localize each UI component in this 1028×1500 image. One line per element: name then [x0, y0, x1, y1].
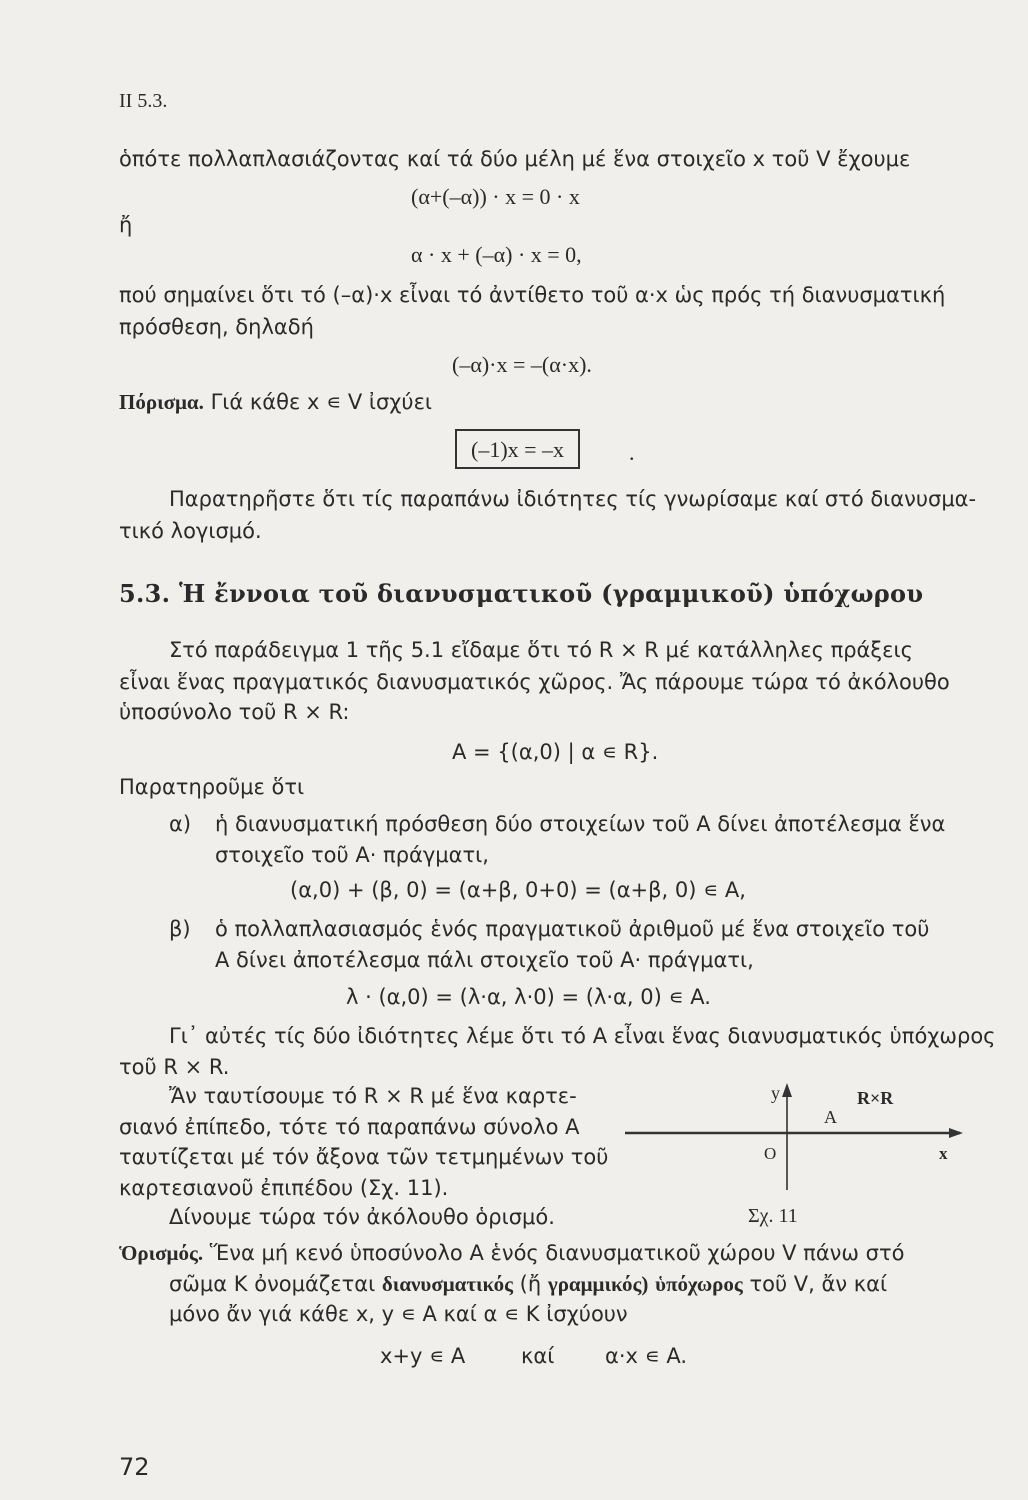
definition-term: ὑπόχωρος [655, 1272, 743, 1296]
text-line: ὁπότε πολλαπλασιάζοντας καί τά δύο μέλη μέ ἕνα στοιχεῖο x τοῦ V ἔχουμε [119, 147, 911, 171]
condition: x+y ∊ A [380, 1344, 466, 1368]
section-heading: 5.3. Ἡ ἔννοια τοῦ διανυσματικοῦ (γραμμικοῦ) ὑπόχωρου [119, 579, 924, 608]
page-number: 72 [119, 1453, 150, 1481]
equation: (–α)·x = –(α·x). [452, 352, 592, 377]
y-axis-arrow-icon [782, 1083, 792, 1097]
definition-term: γραμμικός) [547, 1272, 649, 1296]
text-line: Παρατηροῦμε ὅτι [119, 775, 305, 799]
text-line: στοιχεῖο τοῦ A· πράγματι, [215, 843, 489, 867]
corollary [119, 390, 432, 415]
text-line: εἶναι ἕνας πραγματικός διανυσματικός χῶρος. Ἄς πάρουμε τώρα τό ἀκόλουθο [119, 670, 950, 694]
text-line: Δίνουμε τώρα τόν ἀκόλουθο ὁρισμό. [169, 1205, 555, 1229]
text-line: Στό παράδειγμα 1 τῆς 5.1 εἴδαμε ὅτι τό R × R μέ κατάλληλες πράξεις [169, 638, 913, 662]
definition-second-line [169, 1272, 887, 1297]
text-line: καρτεσιανοῦ ἐπιπέδου (Σχ. 11). [119, 1176, 449, 1200]
text-line: μόνο ἄν γιά κάθε x, y ∊ A καί α ∊ K ἰσχύουν [169, 1302, 628, 1326]
set-label: A [824, 1107, 837, 1127]
text-line: τοῦ R × R. [119, 1055, 230, 1079]
definition-text: Ἕνα μή κενό ὑποσύνολο A ἑνός διανυσματικοῦ χώρου V πάνω στό [209, 1241, 905, 1265]
text-line: ὑποσύνολο τοῦ R × R: [119, 700, 350, 724]
text-line: πού σημαίνει ὅτι τό (–α)·x εἶναι τό ἀντίθετο τοῦ α·x ὡς πρός τή διανυσματική [119, 283, 946, 307]
equation: λ · (α,0) = (λ·α, λ·0) = (λ·α, 0) ∊ A. [346, 985, 711, 1009]
coordinate-figure [615, 1075, 970, 1230]
boxed-equation: (–1)x = –x [455, 429, 580, 469]
equation: α · x + (–α) · x = 0, [411, 242, 582, 267]
definition-text: τοῦ V, ἄν καί [749, 1272, 888, 1296]
text-line: Ἄν ταυτίσουμε τό R × R μέ ἕνα καρτε- [169, 1084, 577, 1108]
section-header: II 5.3. [119, 90, 168, 112]
text-line: Γι᾿ αὐτές τίς δύο ἰδιότητες λέμε ὅτι τό A εἶναι ἕνας διανυσματικός ὑπόχωρος [169, 1024, 996, 1048]
text-line: ὁ πολλαπλασιασμός ἑνός πραγματικοῦ ἀριθμοῦ μέ ἕνα στοιχεῖο τοῦ [215, 917, 930, 941]
text-line: τικό λογισμό. [119, 519, 262, 543]
definition-text: (ἤ [519, 1272, 542, 1296]
figure-caption: Σχ. 11 [748, 1205, 798, 1227]
corollary-label: Πόρισμα. [119, 390, 204, 414]
text-line: πρόσθεση, δηλαδή [119, 315, 314, 339]
conjunction: ἤ [119, 213, 133, 237]
punctuation: . [629, 440, 635, 465]
text-line: ταυτίζεται μέ τόν ἄξονα τῶν τετμημένων τοῦ [119, 1145, 609, 1169]
conjunction: καί [521, 1344, 555, 1368]
item-label: α) [169, 812, 192, 836]
space-label: R×R [857, 1088, 894, 1108]
definition-label: Ὁρισμός. [119, 1241, 204, 1265]
equation: (α,0) + (β, 0) = (α+β, 0+0) = (α+β, 0) ∊ A, [290, 878, 746, 902]
text-line: σιανό ἐπίπεδο, τότε τό παραπάνω σύνολο A [119, 1115, 580, 1139]
y-axis-label: y [771, 1083, 780, 1103]
text-line: ἡ διανυσματική πρόσθεση δύο στοιχείων τοῦ A δίνει ἀποτέλεσμα ἕνα [215, 812, 946, 836]
condition: α·x ∊ A. [605, 1344, 688, 1368]
set-definition: A = {(α,0) | α ∊ R}. [452, 740, 659, 764]
definition-text: σῶμα K ὀνομάζεται [169, 1272, 376, 1296]
equation: (α+(–α)) · x = 0 · x [411, 184, 580, 209]
item-label: β) [169, 917, 191, 941]
definition-term: διανυσματικός [381, 1272, 513, 1296]
text-line: Παρατηρῆστε ὅτι τίς παραπάνω ἰδιότητες τίς γνωρίσαμε καί στό διανυσμα- [169, 487, 977, 511]
text-line: A δίνει ἀποτέλεσμα πάλι στοιχεῖο τοῦ A· πράγματι, [215, 948, 754, 972]
origin-label: O [764, 1144, 777, 1163]
x-axis-label: x [939, 1144, 948, 1163]
definition-first-line [119, 1241, 904, 1266]
corollary-text: Γιά κάθε x ∊ V ἰσχύει [210, 390, 433, 414]
x-axis-arrow-icon [949, 1128, 963, 1138]
